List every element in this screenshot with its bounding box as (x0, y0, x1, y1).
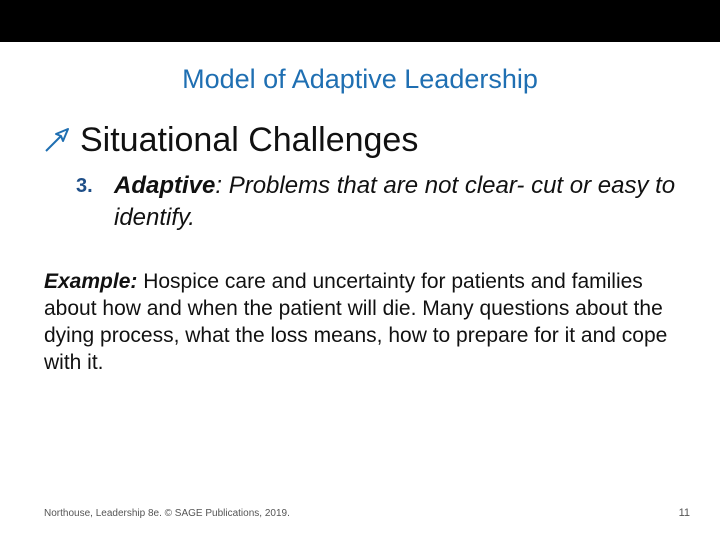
point-text: Problems that are not clear- cut or easy to identify. (114, 172, 676, 231)
slide-title: Model of Adaptive Leadership (182, 64, 538, 94)
point-term: Adaptive (114, 172, 216, 199)
point-body (76, 170, 696, 234)
point-number: 3. (76, 175, 93, 197)
example-text: Hospice care and uncertainty for patients and families about how and when the patient will die. Many questions about the dying process, what the loss means, how to prepare for it and cope with it. (44, 270, 668, 374)
point-item (76, 170, 696, 234)
example-paragraph (44, 268, 684, 376)
page-number: 11 (678, 507, 690, 519)
heading-text: Situational Challenges (80, 120, 419, 159)
point-colon: : (215, 172, 223, 199)
top-bar (0, 0, 720, 42)
footer-citation: Northouse, Leadership 8e. © SAGE Publications, 2019. (44, 508, 290, 519)
example-label: Example: (44, 270, 138, 293)
heading-row (42, 120, 418, 160)
arrow-up-right-outline-icon (42, 125, 72, 155)
